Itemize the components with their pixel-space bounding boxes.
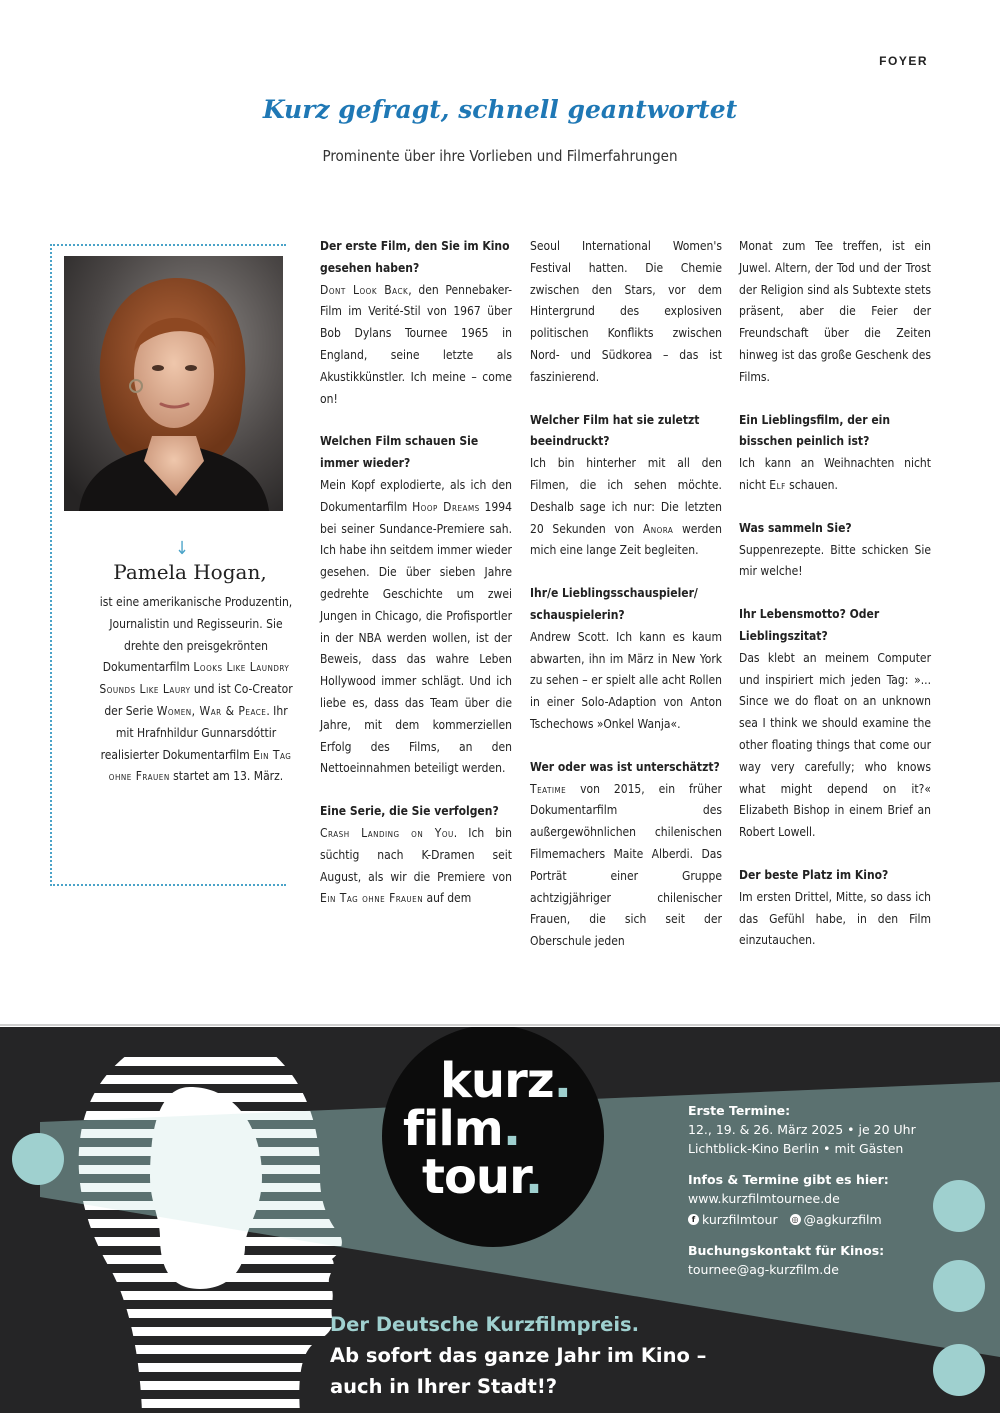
title-reference: Elf bbox=[769, 477, 786, 492]
article-column-2 bbox=[530, 236, 722, 953]
text-run: , den Pennebaker-Film im Verité-Stil von 1967 über Bob Dylans Tournee 1965 in England, seine letzte als Akustikkünstler. Ich meine – come on! bbox=[320, 282, 512, 406]
headline: Kurz gefragt, schnell geantwortet bbox=[262, 95, 738, 124]
text-run: Andrew Scott. Ich kann es kaum abwarten, ihn im März in New York zu sehen – er spielt alle acht Rollen in einer Solo-Adaption von Anton Tschechows »Onkel Wanja«. bbox=[530, 629, 722, 731]
interview-question: Welchen Film schauen Sie immer wieder? bbox=[320, 434, 479, 471]
title-reference: Ein Tag ohne Frauen bbox=[320, 891, 424, 906]
subheadline: Prominente über ihre Vorlieben und Filmerfahrungen bbox=[322, 147, 678, 165]
page-divider bbox=[0, 1024, 1000, 1026]
interview-answer bbox=[320, 280, 512, 411]
slogan-line-3: auch in Ihrer Stadt!? bbox=[330, 1375, 558, 1398]
profile-name: Pamela Hogan, bbox=[113, 560, 267, 584]
text-run: 1994 bei seiner Sundance-Premiere sah. Ich habe ihn seitdem immer wieder gesehen. Die über sieben Jahre gedrehte Geschichte um zwei Jungen in Chicago, die Profisportler in der NBA werden wollen, ist der Beweis, dass das wahre Leben Hollywood immer schlägt. Und ich liebe es, dass das Team über die Jahre, mit dem kommerziellen Erfolg des Films, an den Nettoeinnahmen beteiligt werden. bbox=[320, 499, 512, 776]
interview-question: Ein Lieblingsfilm, der ein bisschen peinlich ist? bbox=[739, 412, 891, 449]
interview-question: Eine Serie, die Sie verfolgen? bbox=[320, 804, 499, 819]
section-label: FOYER bbox=[879, 54, 928, 68]
text-run: auf dem bbox=[423, 891, 472, 906]
profile-bio bbox=[98, 592, 294, 788]
slogan-line-2: Ab sofort das ganze Jahr im Kino – bbox=[330, 1344, 707, 1367]
title-reference: Dont Look Back bbox=[320, 282, 409, 297]
interview-question: Der erste Film, den Sie im Kino gesehen haben? bbox=[320, 239, 510, 275]
interview-question: Welcher Film hat sie zuletzt beeindruckt? bbox=[530, 412, 700, 449]
dates-heading: Erste Termine: bbox=[688, 1103, 791, 1118]
interview-answer bbox=[530, 627, 722, 736]
interview-question: Ihr Lebensmotto? Oder Lieblingszitat? bbox=[739, 607, 880, 643]
facebook-link[interactable]: f kurzfilmtour bbox=[688, 1210, 778, 1229]
deco-circle bbox=[933, 1180, 985, 1232]
interview-question: Wer oder was ist unterschätzt? bbox=[530, 759, 720, 774]
interview-question: Der beste Platz im Kino? bbox=[739, 867, 889, 882]
interview-answer bbox=[530, 453, 722, 562]
portrait-photo bbox=[64, 256, 283, 511]
text-run: . Ich bin süchtig nach K-Dramen seit August, als wir die Premiere von bbox=[320, 825, 512, 884]
title-reference: Teatime bbox=[530, 781, 567, 796]
dates-line-1: 12., 19. & 26. März 2025 • je 20 Uhr bbox=[688, 1122, 916, 1137]
text-run: Ich kann an Weihnachten nicht nicht bbox=[739, 456, 931, 492]
text-run: Das klebt an meinem Computer und inspiriert mich jeden Tag: »... Since we do float on an unknown sea I think we should examine the other floating things that come our way very carefully; who knows what might depend on it?« Elizabeth Bishop in einem Brief an Robert Lowell. bbox=[739, 650, 931, 840]
instagram-icon: ◎ bbox=[790, 1214, 801, 1225]
interview-answer bbox=[739, 453, 931, 497]
text-run: werden mich eine lange Zeit begleiten. bbox=[530, 521, 722, 558]
logo-word-film: film. bbox=[403, 1101, 521, 1157]
logo-word-kurz: kurz. bbox=[440, 1053, 571, 1109]
interview-question: Was sammeln Sie? bbox=[739, 520, 852, 535]
title-reference: Crash Landing on You bbox=[320, 825, 454, 840]
booking-email[interactable]: tournee@ag-kurzfilm.de bbox=[688, 1262, 839, 1277]
article-column-1 bbox=[320, 236, 512, 910]
text-run: Mein Kopf explodierte, als ich den Dokumentarfilm bbox=[320, 477, 512, 514]
booking-heading: Buchungskontakt für Kinos: bbox=[688, 1243, 885, 1258]
interview-answer bbox=[739, 540, 931, 584]
article-column-3 bbox=[739, 236, 931, 952]
ad-slogan bbox=[330, 1309, 850, 1402]
instagram-link[interactable]: ◎ @agkurzfilm bbox=[791, 1212, 882, 1227]
text-run: schauen. bbox=[785, 477, 838, 492]
interview-answer bbox=[320, 475, 512, 780]
text-run: Suppenrezepte. Bitte schicken Sie mir welche! bbox=[739, 542, 931, 579]
text-run: ist eine amerikanische Produzentin, Journalistin und Regisseurin. Sie drehte den preisgekrönten Dokumentarfilm bbox=[99, 595, 293, 675]
dates-line-2: Lichtblick-Kino Berlin • mit Gästen bbox=[688, 1141, 904, 1156]
interview-answer bbox=[530, 779, 722, 953]
deco-circle bbox=[933, 1260, 985, 1312]
text-run: Ich bin hinterher mit all den Filmen, die ich sehen möchte. Deshalb sage ich nur: Die letzten 20 Sekunden von bbox=[530, 456, 722, 536]
title-reference: Anora bbox=[642, 521, 674, 536]
title-reference: Hoop Dreams bbox=[412, 499, 480, 514]
arrow-down-icon: ↓ bbox=[175, 538, 189, 559]
text-run: Im ersten Drittel, Mitte, so dass ich das Gefühl habe, in den Film einzutauchen. bbox=[739, 889, 931, 948]
deco-circle bbox=[933, 1344, 985, 1396]
interview-answer bbox=[530, 236, 722, 389]
text-run: von 2015, ein früher Dokumentarfilm des außergewöhnlichen chilenischen Filmemachers Maite Alberdi. Das Porträt einer Gruppe achtzigjähriger chilenischer Frauen, die sich seit der Oberschule jeden bbox=[530, 781, 722, 949]
website-link[interactable]: www.kurzfilmtournee.de bbox=[688, 1191, 840, 1206]
logo-word-tour: tour. bbox=[422, 1149, 543, 1205]
interview-answer bbox=[739, 887, 931, 952]
text-run: . Ihr mit Hrafnhildur Gunnarsdóttir realisierter Dokumentarfilm bbox=[100, 703, 288, 762]
facebook-icon: f bbox=[688, 1214, 699, 1225]
kurzfilmtour-ad bbox=[0, 1027, 1000, 1413]
interview-answer bbox=[320, 823, 512, 910]
title-reference: Women, War & Peace bbox=[156, 703, 267, 718]
text-run: und ist Co-Creator der Serie bbox=[104, 682, 293, 718]
title-reference: Ein Tag ohne Frauen bbox=[108, 747, 292, 784]
interview-answer bbox=[739, 236, 931, 389]
interview-answer bbox=[739, 648, 931, 844]
text-run: startet am 13. März. bbox=[169, 769, 284, 784]
slogan-line-1: Der Deutsche Kurzfilmpreis. bbox=[330, 1313, 640, 1336]
text-run: Monat zum Tee treffen, ist ein Juwel. Altern, der Tod und der Trost der Religion sind als Subtexte stets präsent, aber die Feier der Freundschaft über die Zeiten hinweg ist das große Geschenk des Films. bbox=[739, 239, 931, 384]
info-heading: Infos & Termine gibt es hier: bbox=[688, 1172, 889, 1187]
interview-question: Ihr/e Lieblingsschauspieler/ schauspielerin? bbox=[530, 586, 698, 622]
title-reference: Looks Like Laundry Sounds Like Laury bbox=[99, 660, 290, 697]
text-run: Seoul International Women's Festival hatten. Die Chemie zwischen den Stars, vor dem Hintergrund des explosiven politischen Konflikts zwischen Nord- und Südkorea – das ist faszinierend. bbox=[530, 239, 722, 384]
